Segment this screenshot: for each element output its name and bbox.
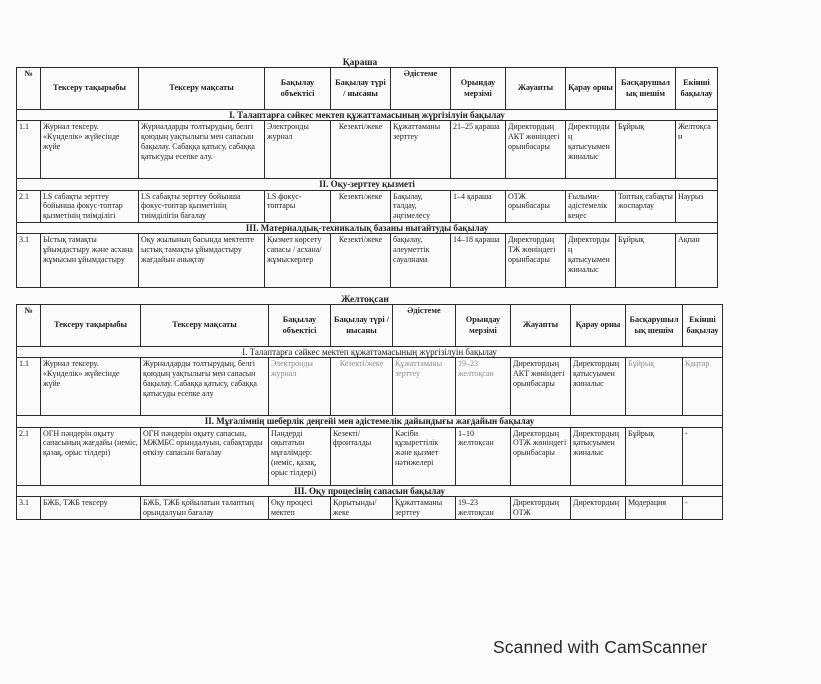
- cell-deadline: 21–25 қараша: [451, 121, 506, 179]
- cell-method: Құжаттаманы зерттеу: [391, 121, 451, 179]
- cell-responsible: ОТЖ орынбасары: [506, 190, 566, 222]
- cell-method: бақылау, әлеуметтік сауалнама: [391, 234, 451, 288]
- cell-purpose: LS сабақты зерттеу бойынша фокус-топтар қызметінің тиімділігін бағалау: [139, 190, 265, 222]
- cell-topic: Журнал тексеру. «Күнделік» жүйесінде жүйе: [41, 358, 141, 416]
- header-row: [17, 68, 718, 110]
- cell-type: Қорытынды/ жеке: [331, 497, 393, 520]
- section-title: III. Материалдық-техникалық базаны нығайтуды бақылау: [17, 222, 718, 233]
- cell-object: LS фокус-топтары: [265, 190, 331, 222]
- table-row: [17, 121, 718, 179]
- cell-topic: Ыстық тамақты ұйымдастыру және асхана жұмысын ұйымдастыру: [41, 234, 139, 288]
- header-type: Бақылау түрі / нысаны: [331, 305, 393, 347]
- cell-second-control: Қаңтар: [683, 358, 723, 416]
- cell-purpose: Оқу жылының басында мектепте ыстық тамақты ұйымдастыру жағдайын анықтау: [139, 234, 265, 288]
- section-row: [17, 179, 718, 190]
- cell-topic: Журнал тексеру. «Күнделік» жүйесінде жүйе: [41, 121, 139, 179]
- cell-object: Электронды журнал: [265, 121, 331, 179]
- section-title: III. Оқу процесінің сапасын бақылау: [17, 485, 723, 496]
- cell-method: Кәсіби құзыреттілік және қызмет нәтижелері: [393, 427, 456, 485]
- cell-method: Бақылау, талдау, әңгімелесу: [391, 190, 451, 222]
- cell-review-place: Директордың қатысуымен жиналыс: [566, 234, 616, 288]
- cell-responsible: Директордың ОТЖ: [511, 497, 571, 520]
- section-title: II. Оқу-зерттеу қызметі: [17, 179, 718, 190]
- cell-decision: Топтық сабақты жоспарлау: [616, 190, 676, 222]
- header-deadline: Орындау мерзімі: [451, 68, 506, 110]
- cell-method: Құжаттаманы зерттеу: [393, 497, 456, 520]
- cell-deadline: 19–23 желтоқсан: [456, 497, 511, 520]
- cell-review-place: Директордың қатысуымен жиналыс: [571, 427, 626, 485]
- cell-second-control: Наурыз: [676, 190, 718, 222]
- cell-deadline: 19–23 желтоқсан: [456, 358, 511, 416]
- cell-type: Кезекті/жеке: [331, 234, 391, 288]
- header-topic: Тексеру тақырыбы: [41, 68, 139, 110]
- header-review-place: Қарау орны: [566, 68, 616, 110]
- table-row: [17, 234, 718, 288]
- header-second-control: Екінші бақылау: [676, 68, 718, 110]
- section-title: II. Мұғалімнің шеберлік деңгейі мен әдістемелік дайындығы жағдайын бақылау: [17, 416, 723, 427]
- cell-purpose: ОГН пәндерін оқыту сапасын, МЖМБС орындалуын, сабақтарды өткізу сапасын бағалау: [141, 427, 269, 485]
- cell-number: 1.1: [17, 358, 41, 416]
- header-review-place: Қарау орны: [571, 305, 626, 347]
- cell-object: Электронды журнал: [269, 358, 331, 416]
- cell-decision: Бұйрық: [616, 121, 676, 179]
- cell-review-place: Директордың қатысуымен жиналыс: [566, 121, 616, 179]
- cell-second-control: Ақпан: [676, 234, 718, 288]
- cell-decision: Бұйрық: [616, 234, 676, 288]
- cell-deadline: 14–18 қараша: [451, 234, 506, 288]
- header-decision: Басқарушылық шешім: [626, 305, 683, 347]
- cell-responsible: Директордың ТЖ жөніндегі орынбасары: [506, 234, 566, 288]
- month-title-december: Желтоқсан: [341, 295, 389, 305]
- cell-responsible: Директордың АКТ жөніндегі орынбасары: [511, 358, 571, 416]
- cell-number: 3.1: [17, 234, 41, 288]
- cell-topic: LS сабақты зерттеу бойынша фокус-топтар қызметінің тиімділігі: [41, 190, 139, 222]
- cell-number: 2.1: [17, 427, 41, 485]
- header-method: Әдістеме: [391, 68, 451, 110]
- inspection-table-november: [16, 67, 718, 288]
- cell-number: 3.1: [17, 497, 41, 520]
- cell-method: Құжаттаманы зерттеу: [393, 358, 456, 416]
- cell-type: Кезекті/жеке: [331, 358, 393, 416]
- header-deadline: Орындау мерзімі: [456, 305, 511, 347]
- cell-purpose: БЖБ, ТЖБ қойылатын талаптың орындалуын бағалау: [141, 497, 269, 520]
- table-row: [17, 497, 723, 520]
- cell-responsible: Директордың ОТЖ жөніндегі орынбасары: [511, 427, 571, 485]
- cell-purpose: Журналдарды толтырудың, белгі қоюдың уақтылығы мен сапасын бақылау. Сабаққа қатысу, сабаққа қатысуды есепке алу: [141, 358, 269, 416]
- cell-purpose: Журналдарды толтырудың, белгі қоюдың уақтылығы мен сапасын бақылау. Сабаққа қатысу, сабаққа қатысуды есепке алу.: [139, 121, 265, 179]
- cell-type: Кезекті/жеке: [331, 121, 391, 179]
- header-type: Бақылау түрі / нысаны: [331, 68, 391, 110]
- header-decision: Басқарушылық шешім: [616, 68, 676, 110]
- header-responsible: Жауапты: [506, 68, 566, 110]
- header-purpose: Тексеру мақсаты: [141, 305, 269, 347]
- cell-object: Оқу процесі мектеп: [269, 497, 331, 520]
- inspection-table-december: [16, 304, 723, 520]
- section-title: I. Талаптарға сәйкес мектеп құжаттамасының жүргізілуін бақылау: [17, 347, 723, 358]
- header-purpose: Тексеру мақсаты: [139, 68, 265, 110]
- section-row: [17, 347, 723, 358]
- cell-second-control: -: [683, 497, 723, 520]
- cell-second-control: -: [683, 427, 723, 485]
- cell-deadline: 1–4 қараша: [451, 190, 506, 222]
- cell-decision: Бұйрық: [626, 358, 683, 416]
- cell-object: Қызмет көрсету сапасы / асхана/жұмыскерлер: [265, 234, 331, 288]
- header-responsible: Жауапты: [511, 305, 571, 347]
- cell-review-place: Директордың қатысуымен жиналыс: [571, 358, 626, 416]
- cell-topic: ОГН пәндерін оқыту сапасының жағдайы (неміс, қазақ, орыс тілдері): [41, 427, 141, 485]
- cell-review-place: Директордың: [571, 497, 626, 520]
- header-object: Бақылау объектісі: [265, 68, 331, 110]
- header-row: [17, 305, 723, 347]
- cell-deadline: 1–10 желтоқсан: [456, 427, 511, 485]
- header-number: №: [17, 68, 41, 110]
- cell-review-place: Ғылыми-әдістемелік кеңес: [566, 190, 616, 222]
- header-number: №: [17, 305, 41, 347]
- cell-decision: Бұйрық: [626, 427, 683, 485]
- header-method: Әдістеме: [393, 305, 456, 347]
- table-row: [17, 427, 723, 485]
- cell-type: Кезекті/жеке: [331, 190, 391, 222]
- camscanner-watermark: Scanned with CamScanner: [493, 637, 708, 657]
- table-row: [17, 358, 723, 416]
- cell-number: 1.1: [17, 121, 41, 179]
- cell-type: Кезекті/ фронталды: [331, 427, 393, 485]
- section-row: [17, 416, 723, 427]
- header-object: Бақылау объектісі: [269, 305, 331, 347]
- cell-topic: БЖБ, ТЖБ тексеру: [41, 497, 141, 520]
- cell-object: Пәндерді оқытатын мұғалімдер: (неміс, қазақ, орыс тілдері): [269, 427, 331, 485]
- cell-responsible: Директордың АКТ жөніндегі орынбасары: [506, 121, 566, 179]
- month-title-november: Қараша: [342, 58, 378, 68]
- cell-number: 2.1: [17, 190, 41, 222]
- cell-second-control: Желтоқсан: [676, 121, 718, 179]
- section-row: [17, 110, 718, 121]
- table-row: [17, 190, 718, 222]
- section-row: [17, 222, 718, 233]
- section-title: I. Талаптарға сәйкес мектеп құжаттамасының жүргізілуін бақылау: [17, 110, 718, 121]
- header-second-control: Екінші бақылау: [683, 305, 723, 347]
- cell-decision: Модерация: [626, 497, 683, 520]
- header-topic: Тексеру тақырыбы: [41, 305, 141, 347]
- section-row: [17, 485, 723, 496]
